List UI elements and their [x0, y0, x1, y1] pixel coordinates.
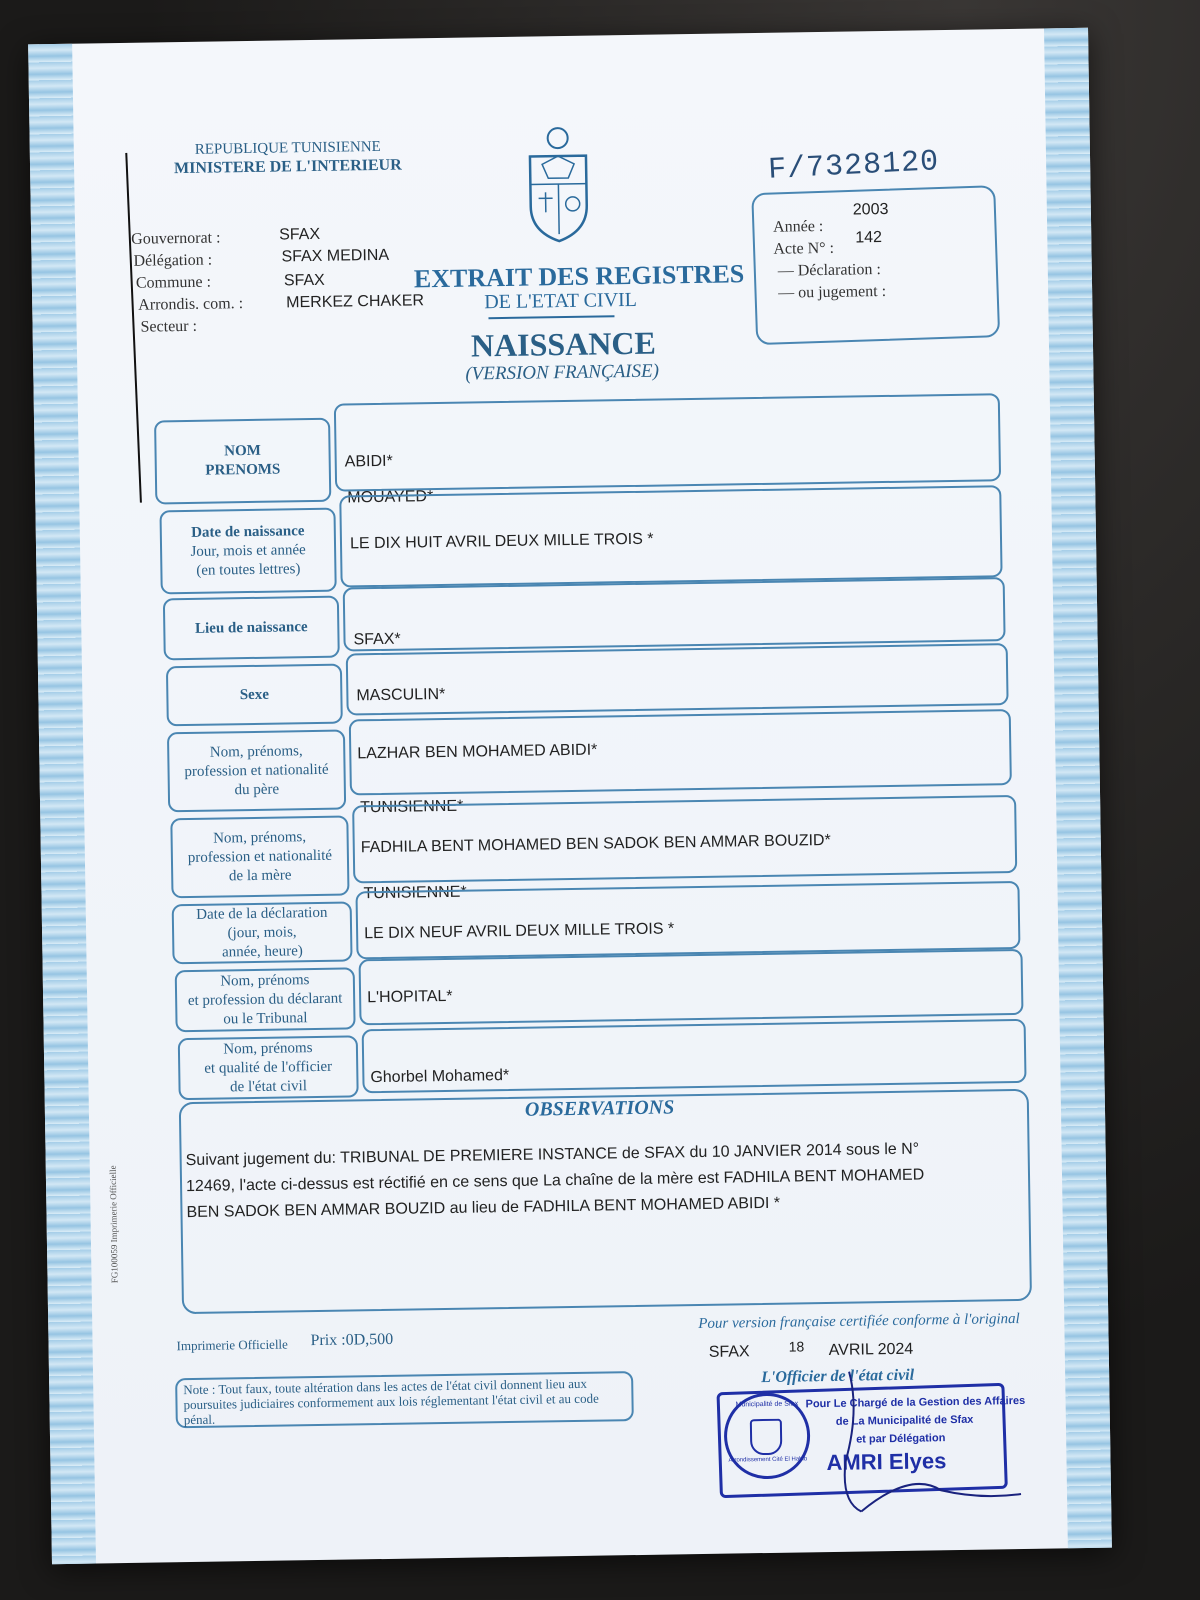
declarant-label-3: ou le Tribunal	[223, 1009, 308, 1027]
officier-label-2: et qualité de l'officier	[204, 1058, 333, 1077]
mere-value: FADHILA BENT MOHAMED BEN SADOK BEN AMMAR BOUZID*	[360, 831, 831, 857]
pere-nationality: TUNISIENNE*	[360, 797, 464, 817]
lieu-label: Lieu de naissance	[194, 618, 308, 637]
officier-label-3: de l'état civil	[229, 1077, 308, 1095]
stamp-seal-top: Municipalité de Sfax	[735, 1400, 799, 1409]
dob-label-box	[159, 508, 336, 595]
declaration-label: — Déclaration :	[777, 261, 881, 280]
dob-label-3: (en toutes lettres)	[196, 560, 301, 579]
certification-text: Pour version française certifiée conforme à l'original	[698, 1311, 1020, 1333]
lieu-value-box	[343, 577, 1006, 651]
day-value: 18	[788, 1338, 805, 1355]
mere-nationality: TUNISIENNE*	[363, 883, 467, 903]
declarant-label-1: Nom, prénoms	[220, 971, 310, 990]
mere-label-1: Nom, prénoms,	[213, 828, 307, 847]
officier-title: L'Officier de l'état civil	[761, 1366, 915, 1387]
serial-number: F/7328120	[767, 145, 940, 188]
mere-label-3: de la mère	[228, 866, 292, 884]
signature-icon	[789, 1349, 1032, 1533]
officier-label-1: Nom, prénoms	[223, 1039, 313, 1057]
jugement-label: — ou jugement :	[777, 282, 887, 302]
title-naissance: NAISSANCE	[470, 324, 657, 364]
side-print: FG100059 Imprimerie Officielle	[107, 1165, 120, 1284]
delegation-value: SFAX MEDINA	[281, 246, 390, 266]
declaration-label-box	[172, 901, 353, 964]
dob-label-2: Jour, mois et année	[190, 541, 306, 560]
observations-text: Suivant jugement du: TRIBUNAL DE PREMIERE INSTANCE de SFAX du 10 JANVIER 2014 sous le N° 12469, l'acte ci-dessus est réctifié en ce sens que La chaîne de la mère est FADHILA BENT MOHAMED BEN SADOK BEN AMMAR BOUZID au lieu de FADHILA BENT MOHAMED ABIDI *	[185, 1140, 925, 1222]
sexe-label: Sexe	[239, 686, 270, 703]
stamp-seal-bottom: Arrondissement Cité El Habib	[728, 1456, 808, 1464]
dob-value: LE DIX HUIT AVRIL DEUX MILLE TROIS *	[349, 530, 654, 553]
officier-label-box	[178, 1035, 359, 1100]
note-text: Note : Tout faux, toute altération dans les actes de l'état civil donnent lieu aux poursuites judiciaires conformement aux lois réglementant l'état civil et au code pénal.	[183, 1375, 599, 1428]
stamp-line-3: et par Délégation	[856, 1432, 946, 1446]
annee-label: Année :	[772, 217, 824, 236]
arrondis-label: Arrondis. com. :	[138, 295, 244, 314]
dob-label-1: Date de naissance	[191, 522, 305, 541]
declaration-value: LE DIX NEUF AVRIL DEUX MILLE TROIS *	[364, 920, 675, 943]
mere-label-box	[170, 815, 349, 898]
stamp-name: AMRI Elyes	[826, 1448, 947, 1476]
gouvernorat-value: SFAX	[279, 225, 321, 244]
declarant-label-2: et profession du déclarant	[187, 990, 343, 1009]
declarant-value: L'HOPITAL*	[367, 987, 453, 1007]
republic-heading: REPUBLIQUE TUNISIENNE	[194, 138, 381, 158]
acte-label: Acte N° :	[773, 239, 835, 258]
pere-label-3: du père	[234, 781, 280, 798]
title-underline	[488, 315, 614, 319]
pere-label-2: profession et nationalité	[184, 761, 329, 780]
stamp-line-2: de La Municipalité de Sfax	[835, 1413, 974, 1428]
declarant-label-box	[175, 967, 356, 1032]
prenoms-label: PRENOMS	[205, 461, 281, 479]
pere-value: LAZHAR BEN MOHAMED ABIDI*	[357, 741, 598, 763]
prenom-value: MOUAYED*	[347, 488, 434, 507]
declaration-value-box	[355, 881, 1020, 959]
title-version: (VERSION FRANÇAISE)	[465, 360, 660, 385]
decl-label-3: année, heure)	[221, 942, 303, 960]
pere-label-1: Nom, prénoms,	[209, 742, 303, 761]
sexe-value: MASCULIN*	[356, 685, 446, 705]
commune-value: SFAX	[283, 271, 325, 290]
decl-label-1: Date de la déclaration	[196, 904, 328, 923]
secteur-label: Secteur :	[140, 317, 198, 336]
lieu-value: SFAX*	[353, 630, 401, 649]
gouvernorat-label: Gouvernorat :	[131, 229, 221, 248]
observations-title: OBSERVATIONS	[524, 1096, 675, 1121]
nom-label-box	[154, 418, 331, 505]
declarant-value-box	[359, 949, 1024, 1025]
lieu-label-box	[163, 596, 340, 661]
commune-label: Commune :	[135, 273, 212, 292]
annee-value: 2003	[852, 200, 889, 219]
stamp-emblem-icon	[750, 1419, 783, 1455]
stamp-line-1: Pour Le Chargé de la Gestion des Affaires	[805, 1394, 1026, 1411]
title-etat-civil: DE L'ETAT CIVIL	[484, 288, 638, 314]
nom-value-box	[334, 393, 1001, 491]
sexe-label-box	[166, 664, 343, 727]
coat-of-arms-icon	[519, 126, 597, 247]
birth-certificate-sheet	[28, 28, 1112, 1564]
title-extrait: EXTRAIT DES REGISTRES	[413, 259, 745, 294]
officier-value: Ghorbel Mohamed*	[370, 1066, 510, 1087]
sexe-value-box	[346, 643, 1009, 715]
city-value: SFAX	[708, 1343, 750, 1361]
arrondis-value: MERKEZ CHAKER	[286, 292, 425, 312]
decl-label-2: (jour, mois,	[227, 923, 297, 941]
month-year-value: AVRIL 2024	[828, 1340, 914, 1360]
pen-line	[125, 153, 142, 503]
pere-label-box	[167, 730, 346, 813]
delegation-label: Délégation :	[133, 251, 213, 270]
prix-label: Prix :0D,500	[310, 1330, 394, 1350]
imprimerie-label: Imprimerie Officielle	[176, 1336, 288, 1354]
mere-label-2: profession et nationalité	[187, 847, 333, 866]
nom-label: NOM	[224, 442, 261, 460]
acte-value: 142	[855, 229, 883, 247]
nom-value: ABIDI*	[344, 452, 393, 471]
ministry-heading: MINISTERE DE L'INTERIEUR	[173, 156, 402, 178]
